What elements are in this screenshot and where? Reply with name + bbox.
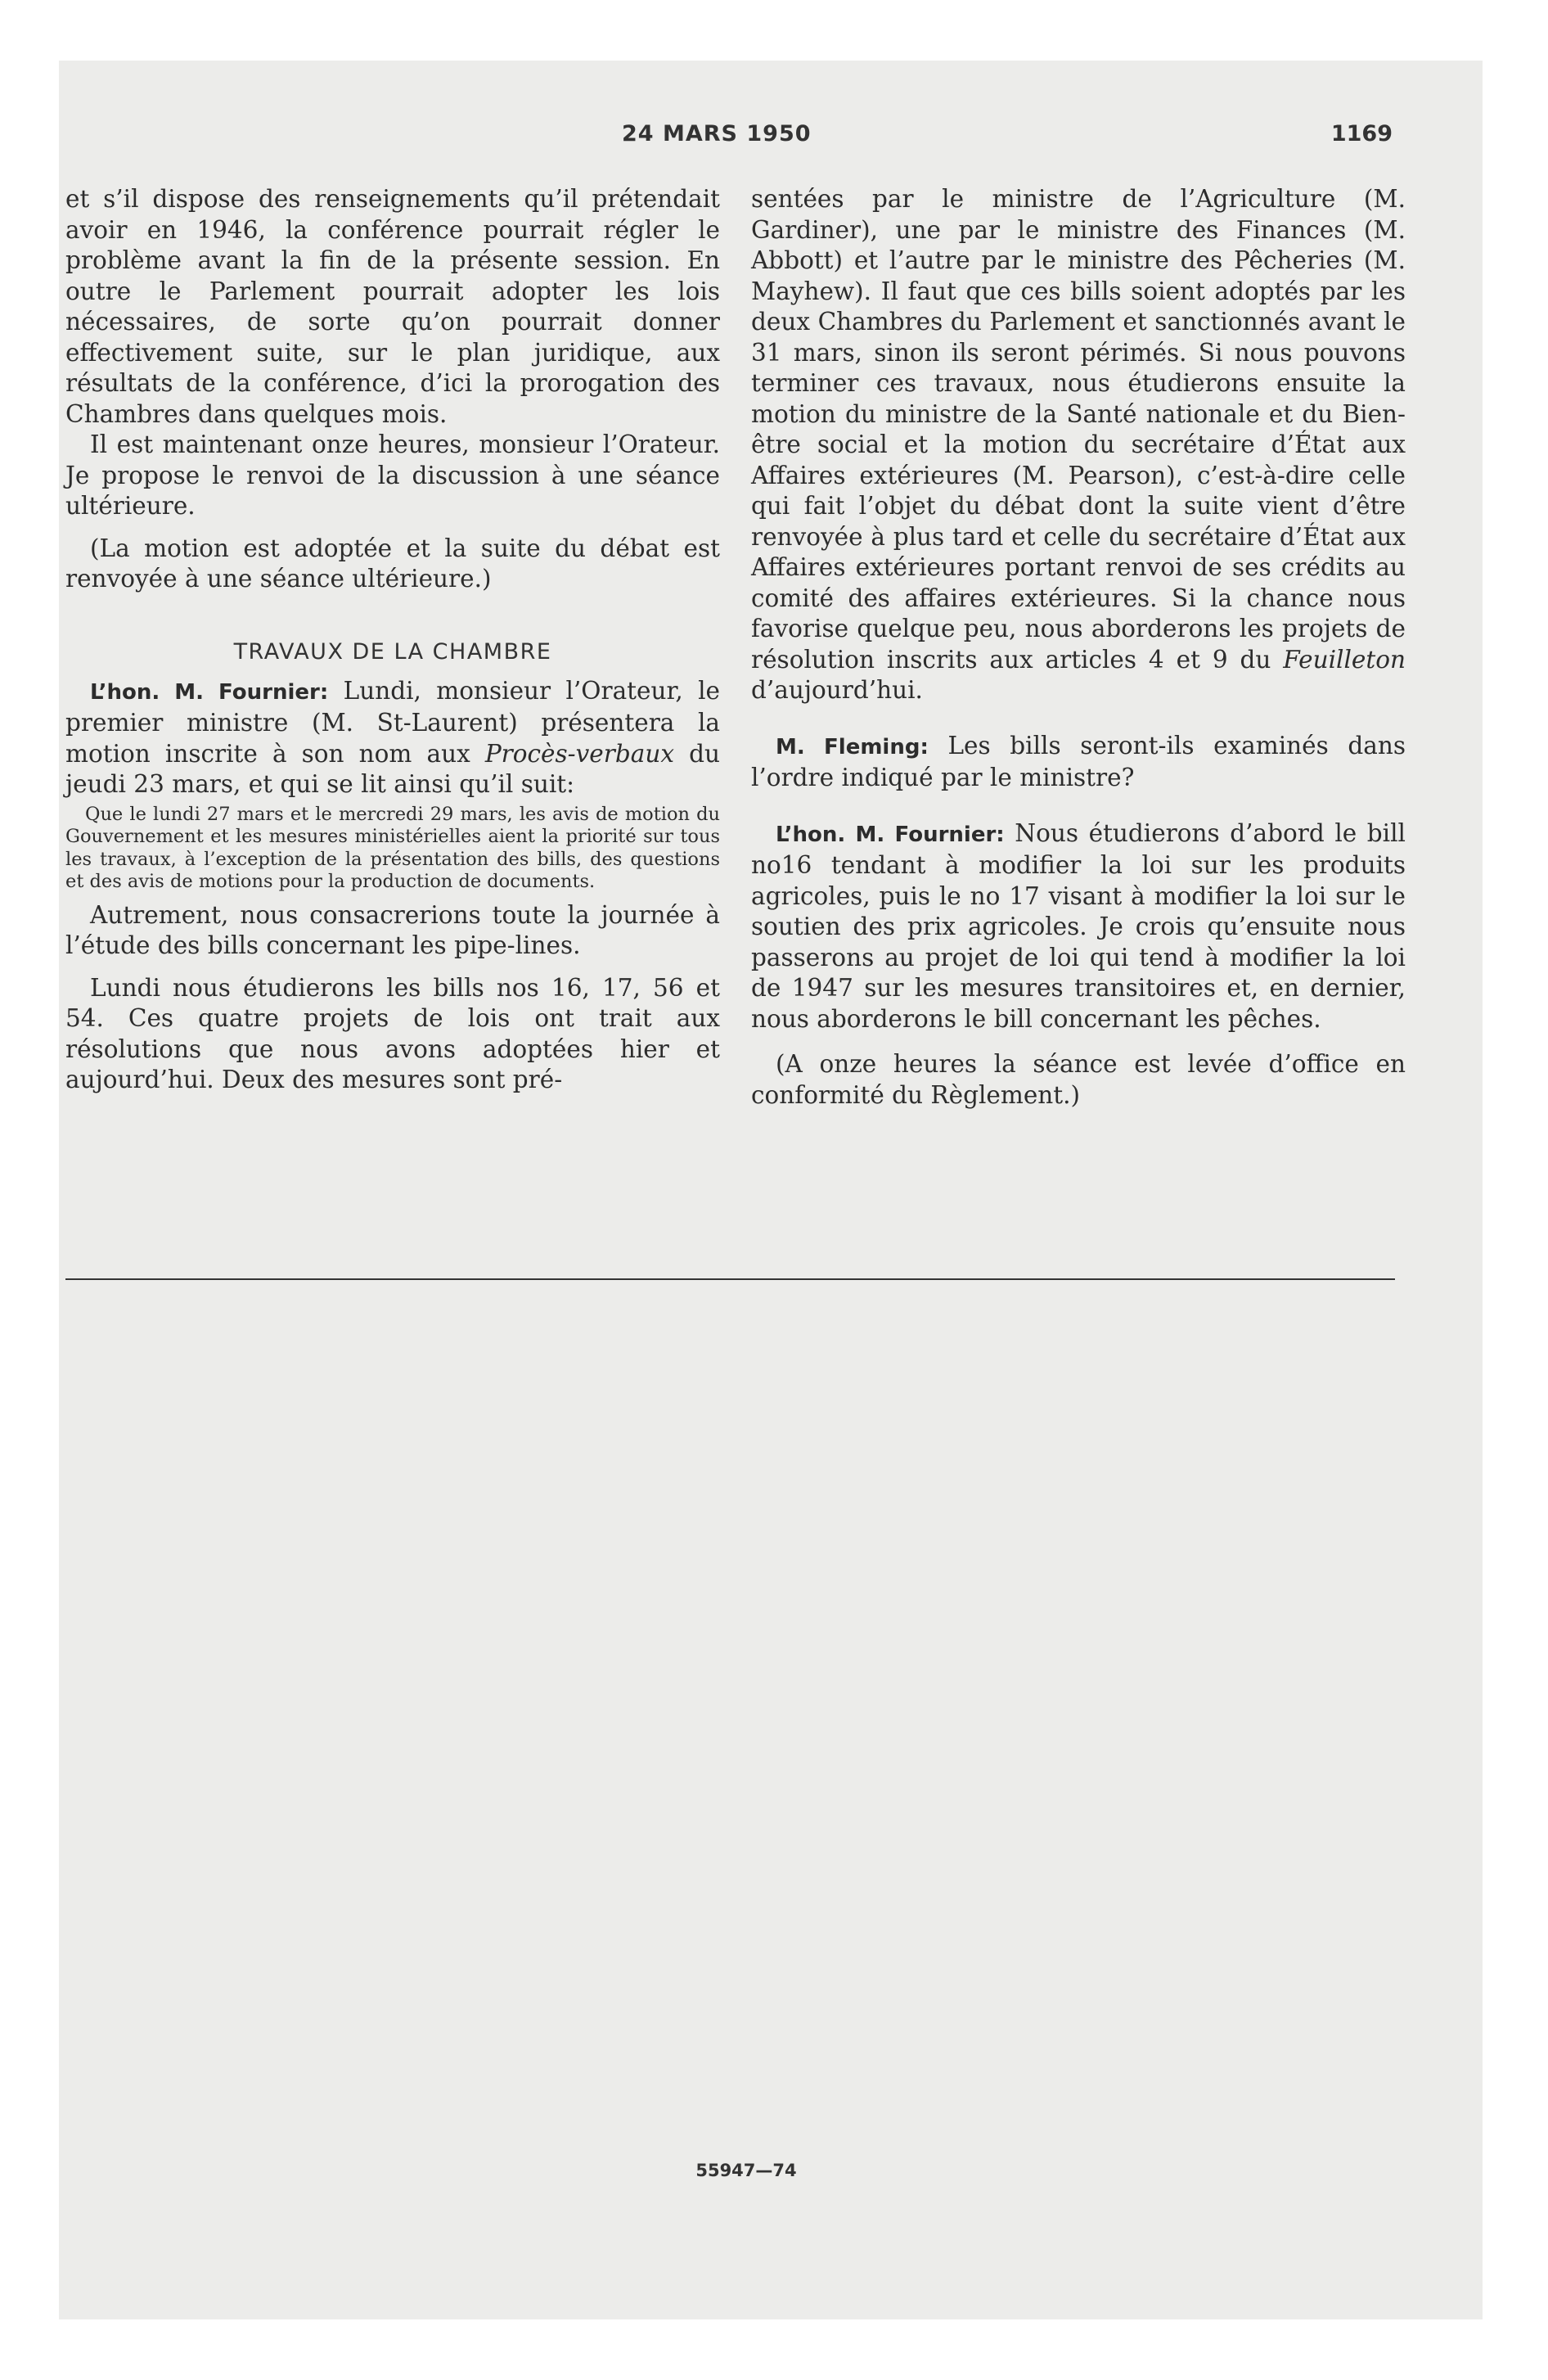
continued-text-a: sentées par le ministre de l’Agriculture (M. Gardiner), une par le ministre des Finances (M. Abbott) et l’autre par le ministre des Pêcheries (M. Mayhew). Il faut que ces bills soient adoptés par les deux Chambres du Parlement et sanctionnés avant le 31 mars, sinon ils seront périmés. Si nous pouvons terminer ces travaux, nous étudierons ensuite la motion du ministre de la Santé nationale et du Bien-être social et la motion du secrétaire d’État aux Affaires extérieures (M. Pearson), c’est-à-dire celle qui fait l’objet du débat dont la suite vient d’être renvoyée à plus tard et celle du secrétaire d’État aux Affaires extérieures portant renvoi de ses crédits au comité des affaires extérieures. Si la chance nous favorise quelque peu, nous aborderons les projets de résolution inscrits aux articles 4 et 9 du [751,185,1406,674]
question-text: Les bills seront-ils examinés dans l’ordre indiqué par le ministre? [751,731,1406,791]
quoted-motion: Que le lundi 27 mars et le mercredi 29 mars, les avis de motion du Gouvernement et les mesures ministérielles aient la priorité sur tous les travaux, à l’exception de la présentation des bills, des questions et des avis de motions pour la production de documents. [65,803,720,892]
section-heading: TRAVAUX DE LA CHAMBRE [233,638,552,665]
paragraph-fournier-answer [751,818,1406,1035]
paragraph-fournier-statement [65,676,720,800]
running-header-date: 24 MARS 1950 [622,121,812,146]
end-rule [65,1278,1395,1280]
paragraph-continued-bills [751,184,1406,706]
paragraph-motion-adopted: (La motion est adoptée et la suite du débat est renvoyée à une séance ultérieure.) [65,534,720,593]
continued-text-b: d’aujourd’hui. [751,676,923,704]
speaker-name: L’hon. M. Fournier: [90,679,329,705]
paragraph-adjournment-proposal: Il est maintenant onze heures, monsieur l’Orateur. Je propose le renvoi de la discussion à une séance ultérieure. [65,430,720,520]
answer-text: Nous étudierons d’abord le bill no16 tendant à modifier la loi sur les produits agricoles, puis le no 17 visant à modifier la loi sur le soutien des prix agricoles. Je crois qu’ensuite nous passerons au projet de loi qui tend à modifier la loi de 1947 sur les mesures transitoires et, en dernier, nous aborderons le bill concernant les pêches. [751,818,1406,1033]
printer-code: 55947—74 [695,2161,797,2180]
speaker-name: M. Fleming: [776,734,929,760]
statement-text-a: Lundi, monsieur l’Orateur, le premier ministre (M. St-Laurent) présentera la motion inscrite à son nom aux [65,676,720,768]
paragraph-continuation: et s’il dispose des renseignements qu’il prétendait avoir en 1946, la conférence pourrait régler le problème avant la fin de la présente session. En outre le Parlement pourrait adopter les lois nécessaires, de sorte qu’on pourrait donner effectivement suite, sur le plan juridique, aux résultats de la conférence, d’ici la prorogation des Chambres dans quelques mois. [65,185,720,428]
right-column [751,184,1406,1111]
left-column [65,184,720,1096]
paragraph-fleming-question [751,731,1406,794]
continued-italic-title: Feuilleton [1283,645,1406,674]
paragraph-sitting-adjourned: (A onze heures la séance est levée d’office en conformité du Règlement.) [751,1050,1406,1109]
statement-italic-title: Procès-verbaux [484,739,674,768]
statement-text-b: du jeudi 23 mars, et qui se lit ainsi qu’il suit: [65,739,720,798]
speaker-name: L’hon. M. Fournier: [776,822,1005,847]
paragraph-pipelines: Autrement, nous consacrerions toute la journée à l’étude des bills concernant les pipe-lines. [65,900,720,959]
page-number: 1169 [1330,121,1393,146]
paragraph-bills-monday: Lundi nous étudierons les bills nos 16, 17, 56 et 54. Ces quatre projets de lois ont trait aux résolutions que nous avons adoptées hier et aujourd’hui. Deux des mesures sont pré- [65,973,720,1093]
